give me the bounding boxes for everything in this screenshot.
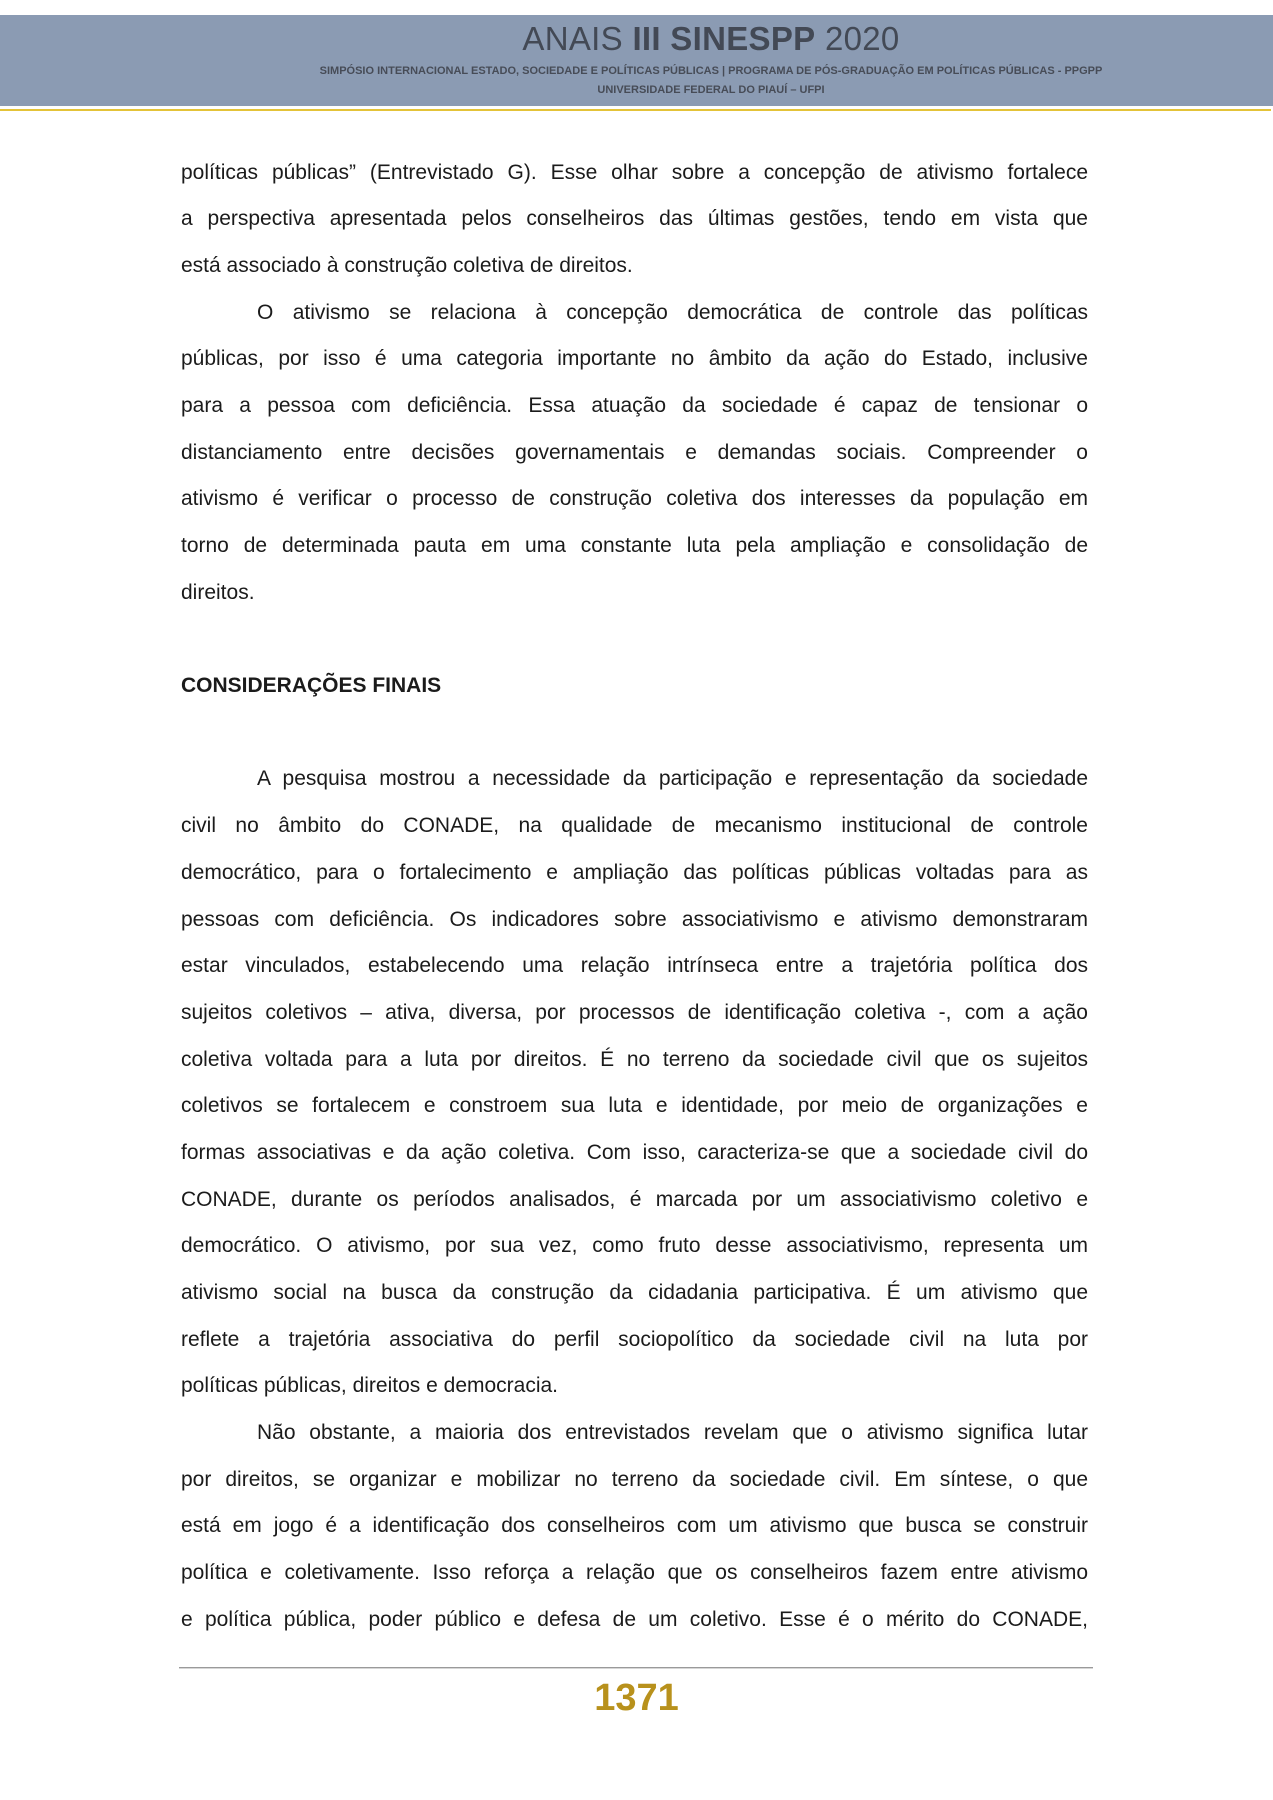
paragraph-2-line-7: direitos. — [181, 580, 255, 604]
paragraph-1-line-1: políticas públicas” (Entrevistado G). Esse olhar sobre a concepção de ativismo fortalece — [181, 160, 1088, 184]
paragraph-3-line-12: ativismo social na busca da construção da cidadania participativa. É um ativismo que — [181, 1281, 1088, 1304]
paragraph-3-line-3: democrático, para o fortalecimento e ampliação das políticas públicas voltadas para as — [181, 860, 1088, 884]
paragraph-3-line-5: estar vinculados, estabelecendo uma relação intrínseca entre a trajetória política dos — [181, 954, 1088, 978]
footer-divider — [179, 1667, 1093, 1668]
paragraph-3-line-8: coletivos se fortalecem e constroem sua luta e identidade, por meio de organizações e — [181, 1094, 1088, 1118]
blank-line — [181, 616, 1088, 663]
paragraph-1-line-3: está associado à construção coletiva de direitos. — [181, 253, 633, 277]
paragraph-4-line-1: Não obstante, a maioria dos entrevistados revelam que o ativismo significa lutar — [257, 1421, 1088, 1445]
header-text — [300, 15, 1122, 106]
paragraph-3-line-7: coletiva voltada para a luta por direitos. É no terreno da sociedade civil que os sujeitos — [181, 1047, 1088, 1071]
paragraph-2-line-1: O ativismo se relaciona à concepção democrática de controle das políticas — [257, 300, 1088, 324]
paragraph-4-line-3: está em jogo é a identificação dos conselheiros com um ativismo que busca se construir — [181, 1514, 1088, 1538]
paragraph-3-line-4: pessoas com deficiência. Os indicadores sobre associativismo e ativismo demonstraram — [181, 907, 1088, 931]
paragraph-4-line-2: por direitos, se organizar e mobilizar no terreno da sociedade civil. Em síntese, o que — [181, 1467, 1088, 1491]
page-number: 1371 — [594, 1677, 679, 1719]
header-subtitle-symposium: SIMPÓSIO INTERNACIONAL ESTADO, SOCIEDADE E POLÍTICAS PÚBLICAS | PROGRAMA DE PÓS-GRADUAÇÃO EM POLÍTICAS PÚBLICAS - PPGPP — [319, 65, 1103, 77]
blank-line — [181, 710, 1088, 757]
body-text — [181, 150, 1088, 1644]
paragraph-1-line-2: a perspectiva apresentada pelos conselheiros das últimas gestões, tendo em vista que — [181, 207, 1088, 231]
paragraph-3-line-13: reflete a trajetória associativa do perfil sociopolítico da sociedade civil na luta por — [181, 1327, 1088, 1351]
paragraph-4-line-4: política e coletivamente. Isso reforça a relação que os conselheiros fazem entre ativismo — [181, 1561, 1088, 1585]
paragraph-3-line-11: democrático. O ativismo, por sua vez, como fruto desse associativismo, representa um — [181, 1234, 1088, 1258]
paragraph-2-line-6: torno de determinada pauta em uma constante luta pela ampliação e consolidação de — [181, 534, 1088, 557]
proceedings-title — [300, 19, 1122, 59]
paragraph-3-line-14: políticas públicas, direitos e democracia. — [181, 1374, 559, 1398]
paragraph-2-line-2: públicas, por isso é uma categoria importante no âmbito da ação do Estado, inclusive — [181, 347, 1088, 371]
header-divider — [0, 109, 1271, 111]
header-band — [0, 15, 1273, 106]
paragraph-3-line-6: sujeitos coletivos – ativa, diversa, por processos de identificação coletiva -, com a ação — [181, 1000, 1088, 1024]
paragraph-2-line-3: para a pessoa com deficiência. Essa atuação da sociedade é capaz de tensionar o — [181, 393, 1088, 417]
header-subtitle-university: UNIVERSIDADE FEDERAL DO PIAUÍ – UFPI — [597, 84, 825, 96]
title-event: III SINESPP — [632, 20, 816, 57]
paragraph-2-line-4: distanciamento entre decisões governamentais e demandas sociais. Compreender o — [181, 440, 1088, 464]
paragraph-3-line-2: civil no âmbito do CONADE, na qualidade de mecanismo institucional de controle — [181, 814, 1088, 838]
paragraph-3-line-9: formas associativas e da ação coletiva. Com isso, caracteriza-se que a sociedade civil do — [181, 1140, 1088, 1164]
title-year: 2020 — [824, 20, 900, 57]
section-heading: CONSIDERAÇÕES FINAIS — [181, 674, 442, 698]
paragraph-2-line-5: ativismo é verificar o processo de construção coletiva dos interesses da população em — [181, 487, 1088, 511]
title-prefix: ANAIS — [522, 20, 623, 57]
paragraph-4-line-5: e política pública, poder público e defesa de um coletivo. Esse é o mérito do CONADE, — [181, 1607, 1088, 1631]
paragraph-3-line-1: A pesquisa mostrou a necessidade da participação e representação da sociedade — [257, 767, 1088, 791]
paragraph-3-line-10: CONADE, durante os períodos analisados, é marcada por um associativismo coletivo e — [181, 1187, 1088, 1211]
